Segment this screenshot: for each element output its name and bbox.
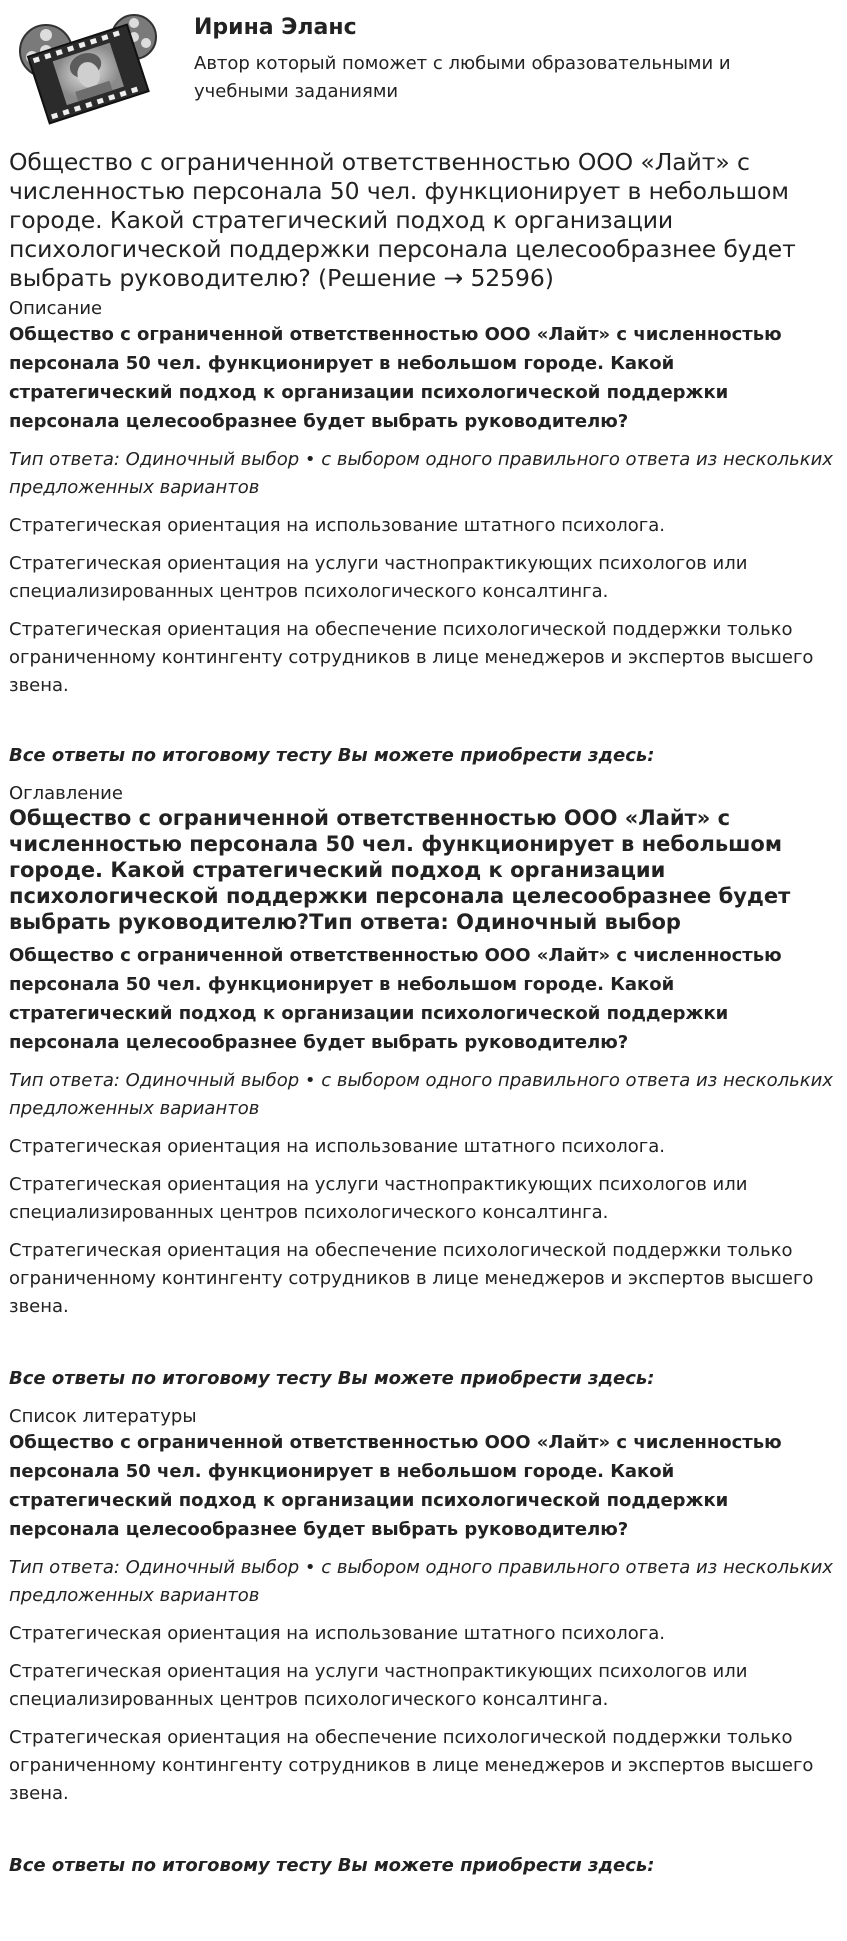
author-block bbox=[9, 0, 838, 148]
question-text: Общество с ограниченной ответственностью ООО «Лайт» с численностью персонала 50 чел. функционирует в небольшом городе. Какой стратегический подход к организации психологической поддержки персонала целесообразнее будет выбрать руководителю? bbox=[9, 945, 782, 1053]
section-label: Оглавление bbox=[9, 783, 123, 804]
buy-answers-text: Все ответы по итоговому тесту Вы можете приобрести здесь: bbox=[9, 1855, 655, 1876]
film-reel-portrait-avatar-icon bbox=[18, 9, 158, 127]
answer-type: Тип ответа: Одиночный выбор • с выбором одного правильного ответа из нескольких предложенных вариантов bbox=[9, 1557, 833, 1606]
answer-type: Тип ответа: Одиночный выбор • с выбором одного правильного ответа из нескольких предложенных вариантов bbox=[9, 1070, 833, 1119]
buy-answers-text: Все ответы по итоговому тесту Вы можете приобрести здесь: bbox=[9, 1368, 655, 1389]
answer-option: Стратегическая ориентация на использование штатного психолога. bbox=[9, 515, 665, 536]
author-name[interactable]: Ирина Эланс bbox=[194, 15, 357, 40]
answer-option: Стратегическая ориентация на обеспечение психологической поддержки только ограниченному контингенту сотрудников в лице менеджеров и экспертов высшего звена. bbox=[9, 1727, 814, 1804]
page-title: Общество с ограниченной ответственностью ООО «Лайт» с численностью персонала 50 чел. функционирует в небольшом городе. Какой стратегический подход к организации психологической поддержки персонала целесообразнее будет выбрать руководителю? (Решение → 52596) bbox=[9, 148, 796, 292]
question-text: Общество с ограниченной ответственностью ООО «Лайт» с численностью персонала 50 чел. функционирует в небольшом городе. Какой стратегический подход к организации психологической поддержки персонала целесообразнее будет выбрать руководителю? bbox=[9, 1432, 782, 1540]
answer-option: Стратегическая ориентация на услуги частнопрактикующих психологов или специализированных центров психологического консалтинга. bbox=[9, 1174, 748, 1223]
section-contents bbox=[9, 782, 838, 1393]
section-label: Список литературы bbox=[9, 1406, 197, 1427]
answer-option: Стратегическая ориентация на использование штатного психолога. bbox=[9, 1136, 665, 1157]
answer-type: Тип ответа: Одиночный выбор • с выбором одного правильного ответа из нескольких предложенных вариантов bbox=[9, 449, 833, 498]
section-label: Описание bbox=[9, 298, 103, 319]
author-description: Автор который поможет с любыми образовательными и учебными заданиями bbox=[194, 53, 731, 102]
section-description bbox=[9, 297, 838, 770]
answer-option: Стратегическая ориентация на обеспечение психологической поддержки только ограниченному контингенту сотрудников в лице менеджеров и экспертов высшего звена. bbox=[9, 619, 814, 696]
answer-option: Стратегическая ориентация на использование штатного психолога. bbox=[9, 1623, 665, 1644]
answer-option: Стратегическая ориентация на услуги частнопрактикующих психологов или специализированных центров психологического консалтинга. bbox=[9, 553, 748, 602]
section-references bbox=[9, 1405, 838, 1880]
question-text: Общество с ограниченной ответственностью ООО «Лайт» с численностью персонала 50 чел. функционирует в небольшом городе. Какой стратегический подход к организации психологической поддержки персонала целесообразнее будет выбрать руководителю? bbox=[9, 324, 782, 432]
answer-option: Стратегическая ориентация на обеспечение психологической поддержки только ограниченному контингенту сотрудников в лице менеджеров и экспертов высшего звена. bbox=[9, 1240, 814, 1317]
contents-heading: Общество с ограниченной ответственностью ООО «Лайт» с численностью персонала 50 чел. функционирует в небольшом городе. Какой стратегический подход к организации психологической поддержки персонала целесообразнее будет выбрать руководителю?Тип ответа: Одиночный выбор bbox=[9, 806, 791, 934]
buy-answers-text: Все ответы по итоговому тесту Вы можете приобрести здесь: bbox=[9, 745, 655, 766]
answer-option: Стратегическая ориентация на услуги частнопрактикующих психологов или специализированных центров психологического консалтинга. bbox=[9, 1661, 748, 1710]
